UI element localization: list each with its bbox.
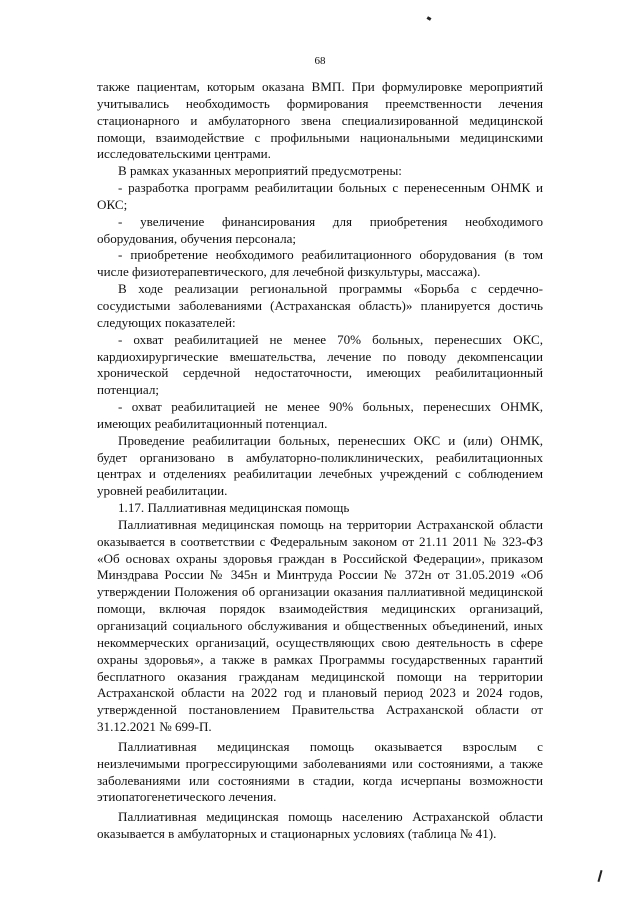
paragraph: Паллиативная медицинская помощь населению Астраханской области оказывается в амбулаторных и стационарных условиях (таблица № 41). xyxy=(97,809,543,842)
paragraph: - охват реабилитацией не менее 70% больных, перенесших ОКС, кардиохирургические вмешательства, лечение по поводу декомпенсации хронической сердечной недостаточности, имеющих реабилитационный потенциал; xyxy=(97,331,543,398)
paragraph: - охват реабилитацией не менее 90% больных, перенесших ОНМК, имеющих реабилитационный потенциал. xyxy=(97,399,543,431)
paragraph: Проведение реабилитации больных, перенесших ОКС и (или) ОНМК, будет организовано в амбулаторно-поликлинических, реабилитационных центрах и отделениях реабилитации лечебных учреждений с соблюдением уровней реабилитации. xyxy=(97,432,543,499)
paragraph: - разработка программ реабилитации больных с перенесенным ОНМК и ОКС; xyxy=(97,180,543,212)
paragraph: Паллиативная медицинская помощь оказывается взрослым с неизлечимыми прогрессирующими заболеваниями или состояниями, а также заболеваниями или состояниями в стадии, когда исчерпаны возможности этиопатогенетического лечения. xyxy=(97,738,543,805)
paragraph: Паллиативная медицинская помощь на территории Астраханской области оказывается в соответствии с Федеральным законом от 21.11 2011 № 323-ФЗ «Об основах охраны здоровья граждан в Российской Федерации», приказом Минздрава России № 345н и Минтруда России № 372н от 31.05.2019 «Об утверждении Положения об организации оказания паллиативной медицинской помощи, включая порядок взаимодействия медицинских организаций, организаций социального обслуживания и общественных объединений, иных некоммерческих организаций, осуществляющих свою деятельность в сфере охраны здоровья», а также в рамках Программы государственных гарантий бесплатного оказания гражданам медицинской помощи на территории Астраханской области на 2022 год и плановый период 2023 и 2024 годов, утвержденной постановлением Правительства Астраханской области от 31.12.2021 № 699-П. xyxy=(97,516,543,735)
body-text xyxy=(97,79,543,843)
paragraph: - увеличение финансирования для приобретения необходимого оборудования, обучения персонала; xyxy=(97,213,543,246)
paragraph: также пациентам, которым оказана ВМП. При формулировке мероприятий учитывались необходимость формирования преемственности лечения стационарного и амбулаторного звена специализированной медицинской помощи, взаимодействие с профильными национальными медицинскими исследовательскими центрами. xyxy=(97,79,543,162)
paragraph: В рамках указанных мероприятий предусмотрены: xyxy=(118,163,402,179)
scan-mark xyxy=(427,16,432,21)
paragraph: В ходе реализации региональной программы «Борьба с сердечно-сосудистыми заболеваниями (Астраханская область)» планируется достичь следующих показателей: xyxy=(97,281,543,330)
page-number: 68 xyxy=(314,55,326,67)
paragraph: - приобретение необходимого реабилитационного оборудования (в том числе физиотерапевтического, для лечебной физкультуры, массажа). xyxy=(97,247,543,280)
scan-mark xyxy=(597,870,602,882)
paragraph: 1.17. Паллиативная медицинская помощь xyxy=(118,500,350,516)
